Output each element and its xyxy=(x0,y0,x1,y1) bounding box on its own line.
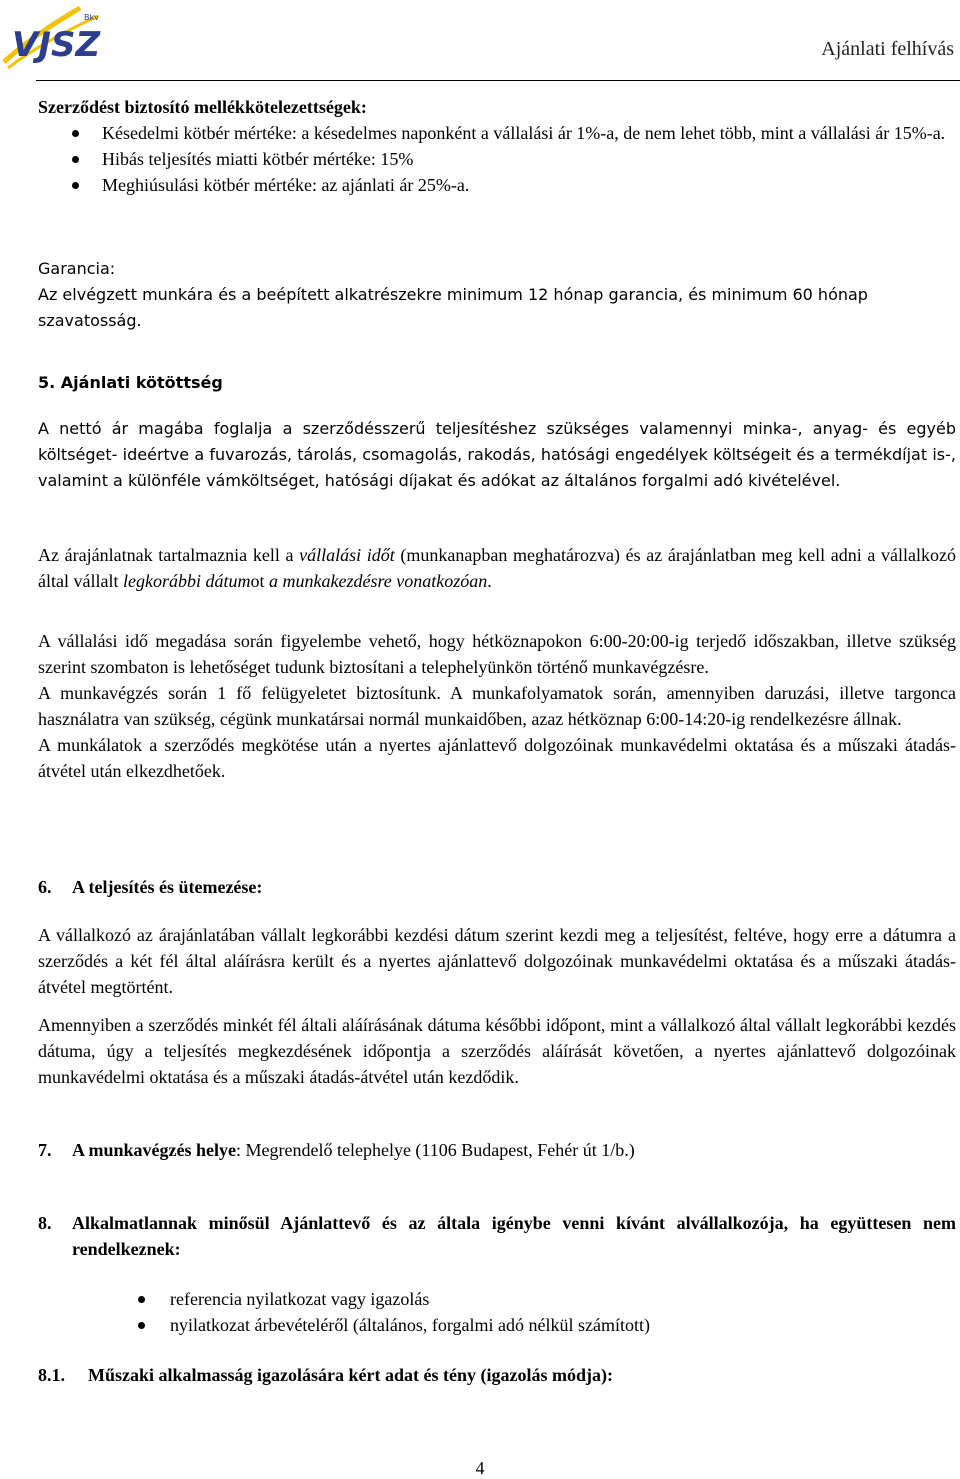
obligations-title: Szerződést biztosító mellékkötelezettségek: xyxy=(38,97,367,117)
section-6-heading: 6. A teljesítés és ütemezése: xyxy=(38,877,263,897)
section-5-para-2: Az árajánlatnak tartalmaznia kell a vállalási időt (munkanapban meghatározva) és az árajánlatban meg kell adni a vállalkozó által vállalt legkorábbi dátumot a munkakezdésre vonatkozóan. xyxy=(38,545,957,591)
list-item: Hibás teljesítés miatti kötbér mértéke: 15% xyxy=(38,146,956,172)
page-number: 4 xyxy=(475,1458,485,1478)
warranty-section xyxy=(38,256,956,334)
section-5-para-1: A nettó ár magába foglalja a szerződésszerű teljesítéshez szükséges valamennyi minka-, anyag- és egyéb költséget- ideértve a fuvarozás, tárolás, csomagolás, rakodás, hatósági engedélyek költségeit és a termékdíjat is-, valamint a különféle vámköltséget, hatósági díjakat és adókat az általános forgalmi adó kivételével. xyxy=(38,419,956,490)
section-5-para-3 xyxy=(38,628,956,784)
warranty-title: Garancia: xyxy=(38,259,116,278)
paragraph: A munkálatok a szerződés megkötése után a nyertes ajánlattevő dolgozóinak munkavédelmi oktatása és a műszaki átadás-átvétel után elkezdhetőek. xyxy=(38,735,956,781)
header-divider xyxy=(36,80,960,81)
list-item: Meghiúsulási kötbér mértéke: az ajánlati ár 25%-a. xyxy=(38,172,956,198)
vjsz-logo xyxy=(2,2,106,70)
obligations-section xyxy=(38,94,956,198)
section-6-para-1: A vállalkozó az árajánlatában vállalt legkorábbi kezdési dátum szerint kezdi meg a teljesítést, feltéve, hogy erre a dátumra a szerződés a két fél által aláírásra került és a nyertes ajánlattevő dolgozóinak munkavédelmi oktatása és a műszaki átadás-átvétel megtörtént. xyxy=(38,925,956,997)
warranty-text: Az elvégzett munkára és a beépített alkatrészekre minimum 12 hónap garancia, és minimum 60 hónap szavatosság. xyxy=(38,285,868,330)
section-8-heading: 8. Alkalmatlannak minősül Ajánlattevő és az általa igénybe venni kívánt alvállalkozója, ha együttesen nem rendelkeznek: xyxy=(38,1213,956,1259)
section-5-title: 5. Ajánlati kötöttség xyxy=(38,373,223,392)
list-item: referencia nyilatkozat vagy igazolás xyxy=(38,1286,956,1312)
section-7: 7. A munkavégzés helye: Megrendelő telephelye (1106 Budapest, Fehér út 1/b.) xyxy=(38,1140,635,1160)
svg-text:VJSZ: VJSZ xyxy=(12,25,101,65)
section-8-1-heading: 8.1. Műszaki alkalmasság igazolására kért adat és tény (igazolás módja): xyxy=(38,1365,613,1385)
paragraph: A vállalási idő megadása során figyelembe vehető, hogy hétköznapokon 6:00-20:00-ig terjedő időszakban, illetve szükség szerint szombaton is lehetőséget tudunk biztosítani a telephelyünkön történő munkavégzésre. xyxy=(38,631,956,677)
paragraph: A munkavégzés során 1 fő felügyeletet biztosítunk. A munkafolyamatok során, amennyiben daruzási, illetve targonca használatra van szükség, cégünk munkatársai normál munkaidőben, azaz hétköznap 6:00-14:20-ig rendelkezésre állnak. xyxy=(38,683,956,729)
section-6-para-2: Amennyiben a szerződés minkét fél általi aláírásának dátuma későbbi időpont, mint a vállalkozó által vállalt legkorábbi kezdés dátuma, úgy a teljesítés megkezdésének időpontja a szerződés aláírását követően, a nyertes ajánlattevő dolgozóinak munkavédelmi oktatása és a műszaki átadás-átvétel után kezdődik. xyxy=(38,1015,956,1087)
svg-text:Bkv: Bkv xyxy=(84,13,99,22)
obligations-list xyxy=(38,120,956,198)
list-item: Késedelmi kötbér mértéke: a késedelmes naponként a vállalási ár 1%-a, de nem lehet több, mint a vállalási ár 15%-a. xyxy=(38,120,956,146)
list-item: nyilatkozat árbevételéről (általános, forgalmi adó nélkül számított) xyxy=(38,1312,956,1338)
document-title: Ajánlati felhívás xyxy=(821,38,954,60)
section-8-list xyxy=(38,1286,956,1338)
